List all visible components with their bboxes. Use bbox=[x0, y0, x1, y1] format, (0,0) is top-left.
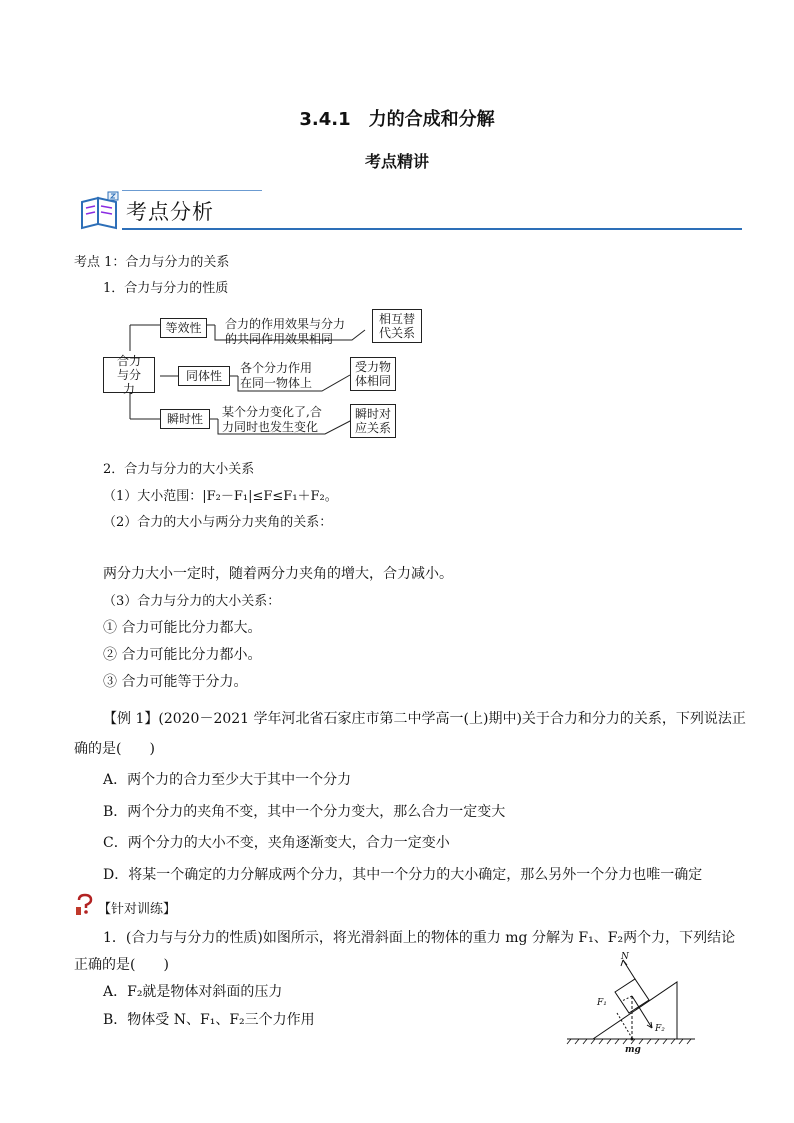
example1-option-a: A．两个力的合力至少大于其中一个分力 bbox=[103, 772, 352, 788]
point1-item2: （2）合力的大小与两分力夹角的关系： bbox=[103, 515, 333, 530]
point1-sub1: 1．合力与分力的性质 bbox=[103, 281, 229, 296]
diagram-prop-2-label: 同体性 bbox=[185, 369, 222, 383]
diagram-desc-2-line2: 在同一物体上 bbox=[240, 376, 313, 390]
point1-sub2: 2．合力与分力的大小关系 bbox=[103, 462, 255, 477]
diagram-desc-1-line2: 的共同作用效果相同 bbox=[225, 332, 334, 346]
diagram-prop-3 bbox=[160, 409, 210, 429]
header-top-rule bbox=[122, 190, 262, 191]
diagram-desc-3-line1: 某个分力变化了,合 bbox=[222, 405, 322, 419]
section-header bbox=[78, 188, 742, 234]
diagram-result-2-label: 受力物体相同 bbox=[354, 360, 391, 388]
figure-label-mg: mg bbox=[625, 1045, 641, 1055]
example1-option-b: B．两个分力的夹角不变，其中一个分力变大，那么合力一定变大 bbox=[103, 804, 506, 820]
point1-list-item-3: ③ 合力可能等于分力。 bbox=[103, 674, 248, 690]
incline-figure bbox=[565, 952, 700, 1062]
book-icon bbox=[78, 190, 122, 230]
page-subtitle: 考点精讲 bbox=[364, 152, 429, 171]
diagram-result-1-label: 相互替代关系 bbox=[378, 312, 415, 340]
diagram-result-2 bbox=[350, 357, 396, 391]
diagram-desc-1-line1: 合力的作用效果与分力 bbox=[225, 317, 346, 331]
diagram-result-1 bbox=[372, 309, 422, 343]
example1-line1: 【例 1】(2020－2021 学年河北省石家庄市第二中学高一(上)期中)关于合力和分力的关系，下列说法正 bbox=[103, 711, 746, 727]
header-rule bbox=[122, 228, 742, 230]
training-q1-option-a: A．F₂就是物体对斜面的压力 bbox=[103, 984, 283, 1000]
page-title: 3.4.1 力的合成和分解 bbox=[299, 109, 495, 130]
point1-list-item-1: ① 合力可能比分力都大。 bbox=[103, 620, 262, 636]
diagram-prop-2 bbox=[178, 366, 230, 386]
point1-item1: （1）大小范围：|F₂－F₁|≤F≤F₁＋F₂。 bbox=[103, 489, 338, 504]
training-q1-option-b: B．物体受 N、F₁、F₂三个力作用 bbox=[103, 1012, 315, 1028]
example1-option-c: C．两个分力的大小不变，夹角逐渐变大，合力一定变小 bbox=[103, 835, 450, 851]
question-icon bbox=[74, 893, 96, 917]
training-heading: 【针对训练】 bbox=[98, 902, 177, 917]
diagram-desc-3 bbox=[222, 405, 322, 435]
diagram-prop-1-label: 等效性 bbox=[165, 321, 202, 335]
figure-label-n: N bbox=[621, 952, 629, 962]
example1-line2: 确的是( ) bbox=[74, 741, 155, 757]
example1-option-d: D．将某一个确定的力分解成两个分力，其中一个分力的大小确定，那么另外一个分力也唯一确定 bbox=[103, 867, 703, 883]
training-q1-line2: 正确的是( ) bbox=[74, 957, 169, 973]
diagram-desc-2 bbox=[240, 361, 312, 391]
point1-heading: 考点 1：合力与分力的关系 bbox=[74, 255, 230, 270]
diagram-center-box bbox=[103, 354, 155, 396]
point1-list-item-2: ② 合力可能比分力都小。 bbox=[103, 647, 262, 663]
diagram-desc-1 bbox=[225, 317, 345, 347]
diagram-prop-3-label: 瞬时性 bbox=[166, 412, 203, 426]
diagram-center-label: 合力与分力 bbox=[116, 354, 141, 396]
diagram-desc-2-line1: 各个分力作用 bbox=[240, 361, 313, 375]
point1-item3: （3）合力与分力的大小关系： bbox=[103, 594, 281, 609]
training-q1-line1: 1．(合力与与分力的性质)如图所示，将光滑斜面上的物体的重力 mg 分解为 F₁、F₂两个力，下列结论 bbox=[103, 930, 736, 946]
diagram-result-3 bbox=[350, 404, 396, 438]
figure-label-f1: F₁ bbox=[597, 998, 607, 1008]
section-header-label: 考点分析 bbox=[126, 200, 214, 224]
figure-label-f2: F₂ bbox=[655, 1024, 665, 1034]
diagram-result-3-label: 瞬时对应关系 bbox=[354, 407, 391, 435]
concept-diagram bbox=[100, 305, 430, 440]
diagram-prop-1 bbox=[160, 318, 207, 338]
diagram-desc-3-line2: 力同时也发生变化 bbox=[222, 420, 319, 434]
point1-item2-text: 两分力大小一定时，随着两分力夹角的增大，合力减小。 bbox=[103, 566, 453, 582]
